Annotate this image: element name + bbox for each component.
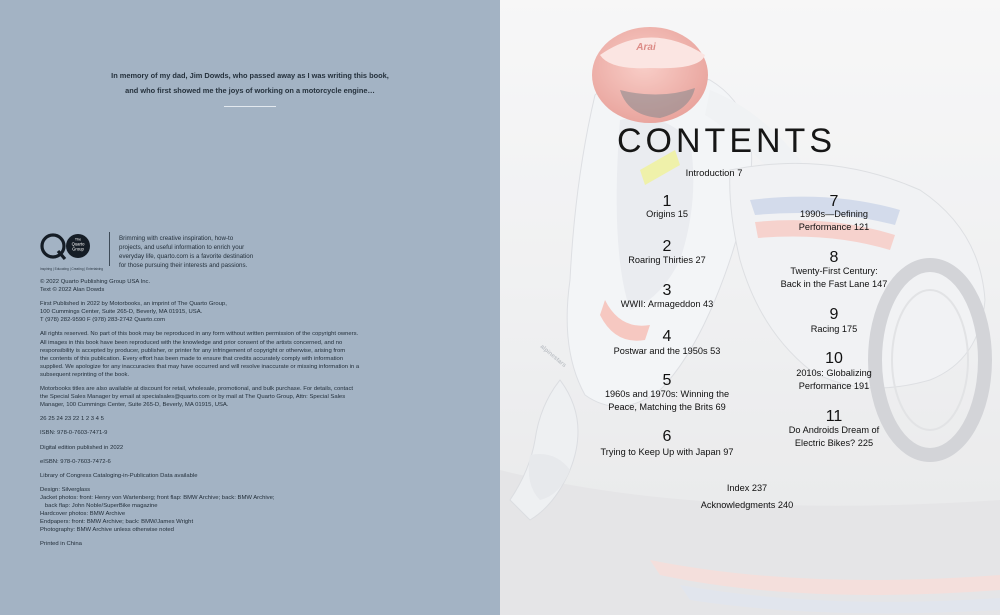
sales-line: Manager, 100 Cummings Center, Suite 265-D, Beverly, MA 01915, USA. (40, 402, 229, 409)
chapter-number: 6 (662, 428, 672, 445)
chapter-title-line: Performance 121 (798, 222, 870, 232)
copyright-line: Text © 2022 Alan Dowds (40, 287, 105, 294)
chapter-title: Origins 15 (646, 209, 688, 219)
isbn: ISBN: 978-0-7603-7471-9 (40, 430, 108, 437)
dedication-rule (224, 106, 276, 107)
logo-text-line: Group (72, 246, 84, 252)
quarto-logo (40, 232, 92, 262)
blurb-line: everyday life, quarto.com is a favorite destination (119, 253, 254, 260)
chapter-number: 3 (662, 282, 672, 299)
chapter-title-line: Peace, Matching the Brits 69 (608, 402, 726, 412)
publisher-info (40, 300, 460, 324)
quarto-logo-icon (40, 232, 92, 262)
logo-tagline: Inspiring | Educating | Creating | Entertaining (40, 267, 104, 271)
publisher-line: T (978) 282-9590 F (978) 283-2742 Quarto.com (40, 317, 165, 324)
chapter-title: WWII: Armageddon 43 (620, 299, 714, 309)
copyright-line: © 2022 Quarto Publishing Group USA Inc. (40, 279, 151, 285)
rights-line: All rights reserved. No part of this book may be reproduced in any form without written permission of the copyright owners. (40, 331, 359, 338)
chapter-title-line: Electric Bikes? 225 (794, 438, 874, 448)
chapter-title: Racing 175 (810, 324, 858, 334)
blurb-line: Brimming with creative inspiration, how-to (119, 235, 234, 242)
sales-line: the Special Sales Manager by email at specialsales@quarto.com or by mail at The Quarto Group, Attn: Special Sales (40, 394, 346, 401)
printed-in: Printed in China (40, 541, 82, 548)
toc-index: Index 237 (726, 483, 768, 493)
eisbn: eISBN: 978-0-7603-7472-6 (40, 458, 111, 465)
chapter-number: 11 (825, 408, 843, 425)
chapter-title-line: Do Androids Dream of (788, 425, 880, 435)
credit-line: Endpapers: front: BMW Archive; back: BMW/James Wright (40, 519, 194, 526)
copyright-block (40, 278, 460, 554)
chapter-number: 2 (662, 238, 672, 255)
digital-edition: Digital edition published in 2022 (40, 444, 124, 451)
chapter-number: 10 (825, 350, 843, 367)
credit-line: Jacket photos: front: Henry von Wartenberg; front flap: BMW Archive; back: BMW Archive; (40, 494, 275, 501)
credit-line: Hardcover photos: BMW Archive (40, 511, 126, 518)
chapter-title: Trying to Keep Up with Japan 97 (600, 447, 734, 457)
copyright-notice (40, 278, 460, 294)
rights-line: subsequent reprinting of the book. (40, 371, 130, 378)
rights-line: supplied. We apologize for any inaccuracies that may have occurred and will resolve inaccurate or missing information in a (40, 363, 360, 370)
chapter-number: 1 (662, 193, 672, 210)
blurb-line: projects, and useful information to enrich your (119, 244, 245, 251)
dedication-line: and who first showed me the joys of working on a motorcycle engine… (125, 86, 375, 95)
logo-divider (109, 232, 110, 266)
chapter-number: 5 (662, 372, 672, 389)
logo-text-line: Quarto (71, 241, 85, 247)
helmet-brand: Arai (636, 42, 656, 53)
chapter-number: 7 (829, 193, 839, 210)
toc-acknowledgments: Acknowledgments 240 (700, 500, 794, 510)
chapter-number: 9 (829, 306, 839, 323)
chapter-title: Roaring Thirties 27 (628, 255, 706, 265)
dedication-line: In memory of my dad, Jim Dowds, who passed away as I was writing this book, (111, 71, 389, 80)
logo-text-line: The (74, 237, 82, 242)
chapter-title-line: Twenty-First Century: (790, 266, 878, 276)
chapter-title-line: 1960s and 1970s: Winning the (604, 389, 730, 399)
print-line: 26 25 24 23 22 1 2 3 4 5 (40, 416, 104, 423)
dedication (60, 68, 440, 98)
chapter-title: Postwar and the 1950s 53 (613, 346, 721, 356)
credit-line: Design: Silverglass (40, 486, 91, 493)
loc-notice: Library of Congress Cataloging-in-Publication Data available (40, 472, 198, 479)
publisher-line: First Published in 2022 by Motorbooks, an imprint of The Quarto Group, (40, 301, 227, 308)
blurb-line: for those pursuing their interests and passions. (119, 262, 248, 269)
publisher-line: 100 Cummings Center, Suite 265-D, Beverly, MA 01915, USA. (40, 309, 203, 316)
chapter-number: 8 (829, 249, 839, 266)
contents-title: CONTENTS (617, 122, 836, 160)
sales-notice (40, 385, 460, 409)
chapter-title-line: Back in the Fast Lane 147 (780, 279, 888, 289)
chapter-number: 4 (662, 328, 672, 345)
chapter-title-line: Performance 191 (798, 381, 870, 391)
toc-introduction: Introduction 7 (685, 167, 743, 178)
suit-brand: alpinestars (538, 343, 567, 369)
credits (40, 486, 460, 535)
rights-line: All images in this book have been reproduced with the knowledge and prior consent of the artists concerned, and no (40, 339, 343, 346)
chapter-title-line: 2010s: Globalizing (796, 368, 872, 378)
rights-line: the contents of this publication. Every effort has been made to ensure that credits accurately comply with information (40, 355, 344, 362)
sales-line: Motorbooks titles are also available at discount for retail, wholesale, promotional, and bulk purchase. For details, contact (40, 386, 354, 393)
chapter-title-line: 1990s—Defining (800, 209, 868, 219)
rights-notice (40, 330, 460, 379)
quarto-blurb (119, 234, 329, 270)
rights-line: responsibility is accepted by producer, publisher, or printer for any infringement of copyright or otherwise, arising from (40, 347, 346, 354)
credit-line: Photography: BMW Archive unless otherwise noted (40, 527, 174, 534)
credit-line: back flap: John Noble/SuperBike magazine (40, 502, 158, 509)
